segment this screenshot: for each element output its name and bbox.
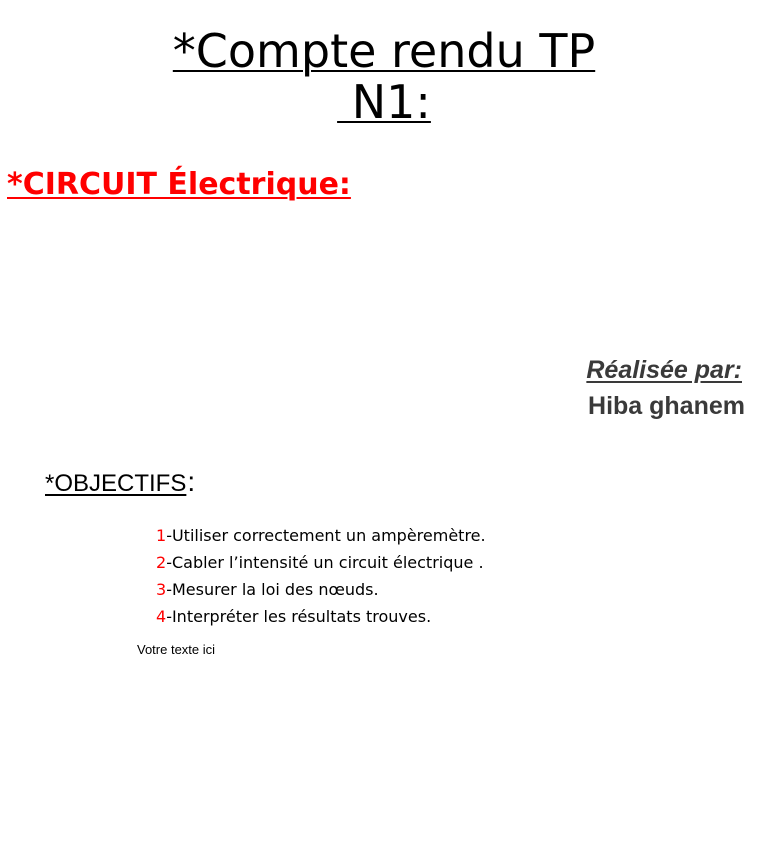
objective-text: -Interpréter les résultats trouves. bbox=[166, 607, 432, 626]
title-line-1: *Compte rendu TP bbox=[172, 24, 596, 78]
title-line-2: N1: bbox=[337, 75, 431, 129]
objectives-list bbox=[156, 522, 486, 630]
objective-text: -Utiliser correctement un ampèremètre. bbox=[166, 526, 486, 545]
objective-text: -Mesurer la loi des nœuds. bbox=[166, 580, 379, 599]
objective-item bbox=[156, 603, 486, 630]
objectives-heading bbox=[45, 466, 195, 498]
placeholder-text-box[interactable]: Votre texte ici bbox=[137, 642, 216, 657]
objective-number: 4 bbox=[156, 607, 167, 626]
objective-number: 1 bbox=[156, 526, 167, 545]
objective-number: 3 bbox=[156, 580, 167, 599]
objective-item bbox=[156, 522, 486, 549]
objective-text: -Cabler l’intensité un circuit électrique . bbox=[166, 553, 484, 572]
objective-item bbox=[156, 576, 486, 603]
objectives-heading-text: *OBJECTIFS bbox=[45, 470, 187, 497]
section-title-circuit: *CIRCUIT Électrique: bbox=[7, 167, 351, 202]
objective-item bbox=[156, 549, 486, 576]
author-label: Réalisée par: bbox=[586, 356, 742, 384]
objective-number: 2 bbox=[156, 553, 167, 572]
objectives-heading-colon: : bbox=[187, 466, 196, 497]
author-name: Hiba ghanem bbox=[588, 392, 745, 420]
document-title bbox=[0, 26, 768, 128]
